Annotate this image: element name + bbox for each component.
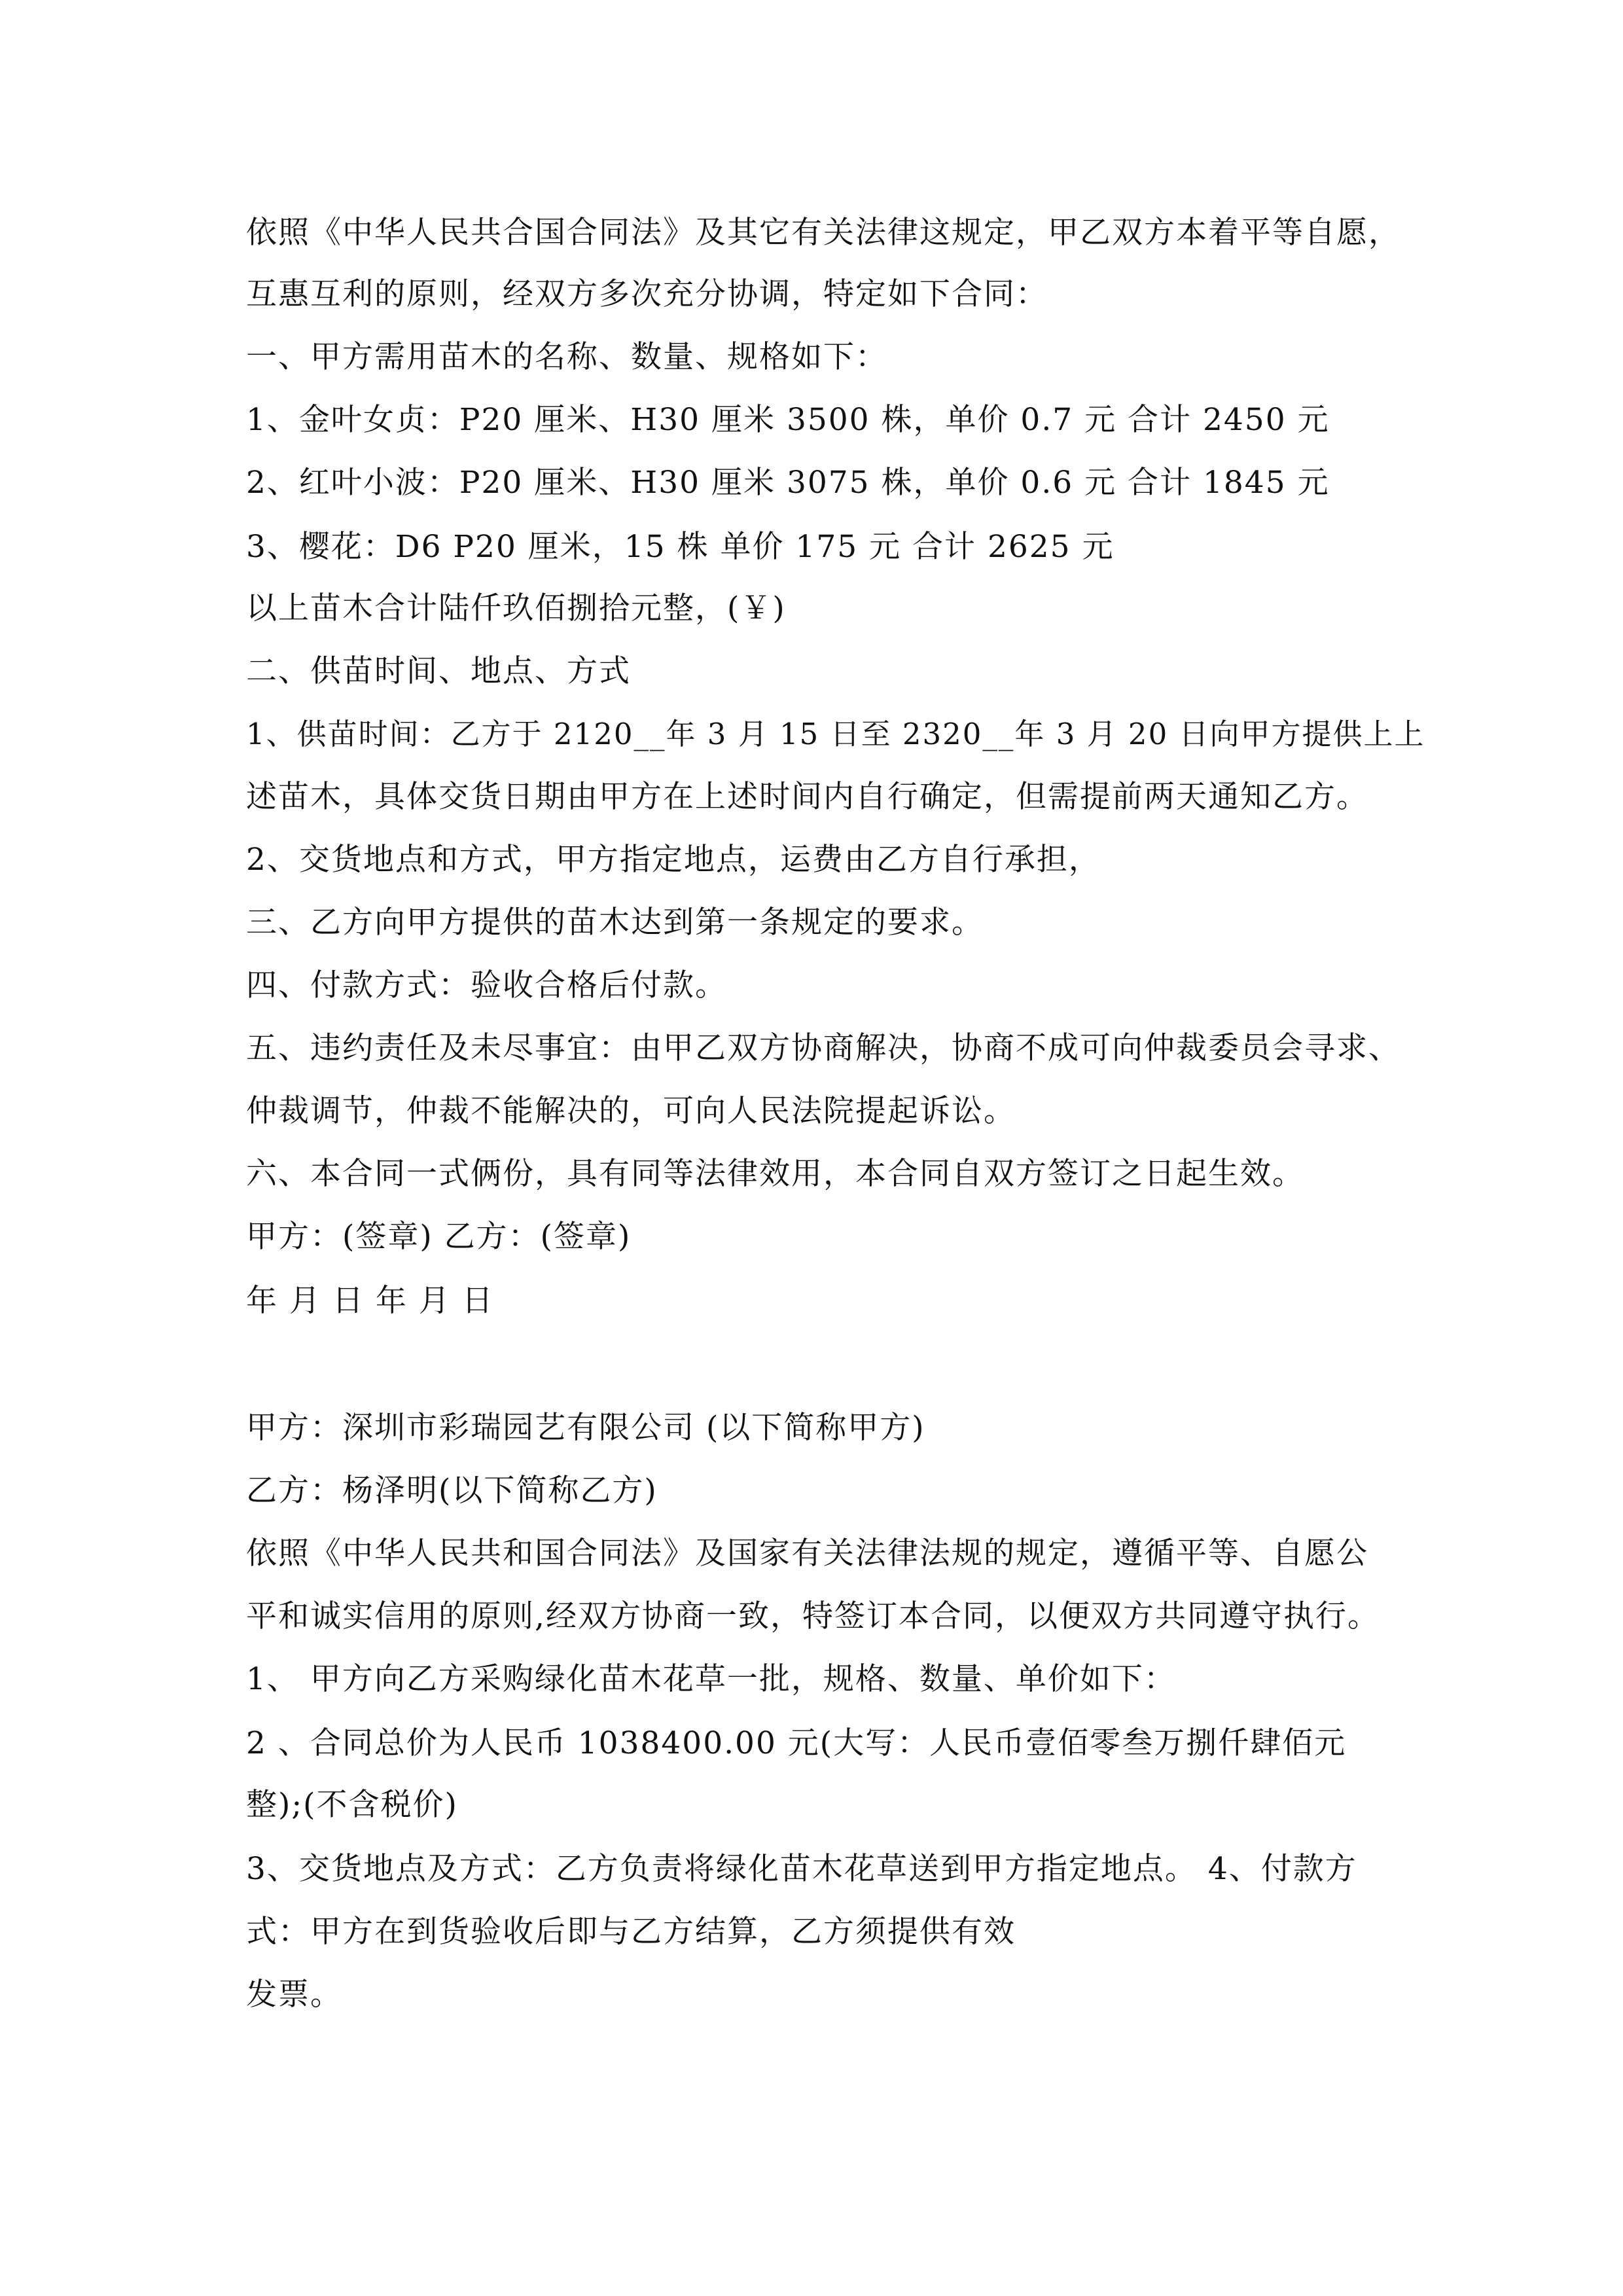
section-heading: 二、供苗时间、地点、方式 xyxy=(246,653,631,689)
text-line: 平和诚实信用的原则,经双方协商一致，特签订本合同，以便双方共同遵守执行。 xyxy=(246,1598,1380,1634)
section-heading: 三、乙方向甲方提供的苗木达到第一条规定的要求。 xyxy=(246,905,984,941)
text-line: 2、交货地点和方式，甲方指定地点，运费由乙方自行承担， xyxy=(246,842,1101,878)
date-line: 年 月 日 年 月 日 xyxy=(246,1283,494,1319)
text-line: 以上苗木合计陆仟玖佰捌拾元整，(￥) xyxy=(246,590,786,626)
text-line: 仲裁调节，仲裁不能解决的，可向人民法院提起诉讼。 xyxy=(246,1093,1016,1129)
text-line: 1、供苗时间：乙方于 2120__年 3 月 15 日至 2320__年 3 月 20 日向甲方提供上上 xyxy=(246,717,1425,751)
section-heading: 五、违约责任及未尽事宜：由甲乙双方协商解决，协商不成可向仲裁委员会寻求、 xyxy=(246,1030,1400,1066)
text-line: 发票。 xyxy=(246,1977,342,2013)
text-line: 述苗木，具体交货日期由甲方在上述时间内自行确定，但需提前两天通知乙方。 xyxy=(246,779,1368,815)
text-line: 2、红叶小波：P20 厘米、H30 厘米 3075 株，单价 0.6 元 合计 1845 元 xyxy=(246,465,1330,501)
signature-line: 甲方：(签章) 乙方：(签章) xyxy=(246,1219,632,1255)
text-line: 整);(不含税价) xyxy=(246,1787,458,1823)
text-line: 3、樱花：D6 P20 厘米，15 株 单价 175 元 合计 2625 元 xyxy=(246,529,1115,565)
section-heading: 一、甲方需用苗木的名称、数量、规格如下： xyxy=(246,339,887,375)
party-a-line: 甲方：深圳市彩瑞园艺有限公司 (以下简称甲方) xyxy=(246,1410,925,1446)
text-line: 依照《中华人民共合国合同法》及其它有关法律这规定，甲乙双方本着平等自愿， xyxy=(246,215,1400,251)
party-b-line: 乙方：杨泽明(以下简称乙方) xyxy=(246,1473,658,1509)
text-line: 1、金叶女贞：P20 厘米、H30 厘米 3500 株，单价 0.7 元 合计 2450 元 xyxy=(246,402,1330,438)
text-line: 式：甲方在到货验收后即与乙方结算，乙方须提供有效 xyxy=(246,1914,1016,1950)
text-line: 互惠互利的原则，经双方多次充分协调，特定如下合同： xyxy=(246,276,1048,312)
section-heading: 六、本合同一式俩份，具有同等法律效用，本合同自双方签订之日起生效。 xyxy=(246,1156,1304,1192)
section-heading: 四、付款方式：验收合格后付款。 xyxy=(246,967,727,1003)
text-line: 2 、合同总价为人民币 1038400.00 元(大写：人民币壹佰零叁万捌仟肆佰元 xyxy=(246,1725,1347,1761)
text-line: 1、 甲方向乙方采购绿化苗木花草一批，规格、数量、单价如下： xyxy=(246,1661,1176,1697)
text-line: 3、交货地点及方式：乙方负责将绿化苗木花草送到甲方指定地点。 4、付款方 xyxy=(246,1851,1357,1887)
text-line: 依照《中华人民共和国合同法》及国家有关法律法规的规定，遵循平等、自愿公 xyxy=(246,1535,1368,1571)
